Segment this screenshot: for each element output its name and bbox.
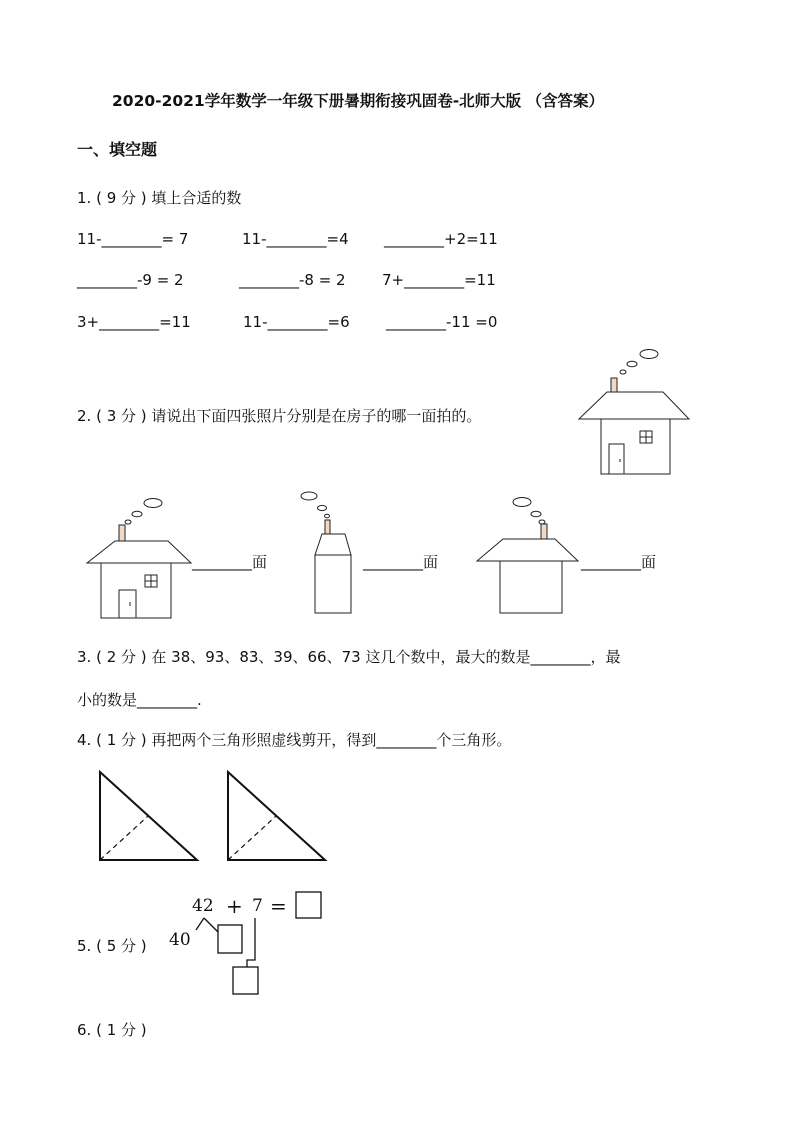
q4-heading: 4. ( 1 分 ) 再把两个三角形照虚线剪开，得到________个三角形。 (77, 731, 512, 749)
page-title: 2020-2021学年数学一年级下册暑期衔接巩固卷-北师大版 （含答案） (112, 92, 605, 110)
q5-decomposition-diagram (190, 890, 330, 1000)
q5-addend-7: 7 (252, 896, 263, 916)
house-reference-illustration (575, 345, 695, 480)
section-heading: 一、填空题 (77, 140, 158, 159)
q1-blank-r1c1[interactable]: 11-________= 7 (77, 230, 189, 248)
q5-split-40: 40 (169, 930, 191, 950)
house-front-door-view (85, 494, 200, 624)
triangles-figure (95, 770, 335, 870)
q2-blank-1[interactable]: ________面 (192, 553, 268, 571)
q1-blank-r1c2[interactable]: 11-________=4 (242, 230, 349, 248)
q5-heading: 5. ( 5 分 ) (77, 937, 147, 955)
q3-line1: 3. ( 2 分 ) 在 38、93、83、39、66、73 这几个数中，最大的数是________，最 (77, 648, 621, 666)
q1-blank-r3c3[interactable]: ________-11 =0 (386, 313, 498, 331)
q1-blank-r3c1[interactable]: 3+________=11 (77, 313, 191, 331)
q3-line2: 小的数是________. (77, 691, 202, 709)
q2-blank-2[interactable]: ________面 (363, 553, 439, 571)
q2-blank-3[interactable]: ________面 (581, 553, 657, 571)
house-side-view (296, 488, 356, 618)
q1-blank-r3c2[interactable]: 11-________=6 (243, 313, 350, 331)
q1-blank-r2c3[interactable]: 7+________=11 (382, 271, 496, 289)
q6-heading: 6. ( 1 分 ) (77, 1021, 147, 1039)
q1-heading: 1. ( 9 分 ) 填上合适的数 (77, 189, 242, 207)
q2-heading: 2. ( 3 分 ) 请说出下面四张照片分别是在房子的哪一面拍的。 (77, 407, 482, 425)
q5-equals-sign: = (270, 894, 287, 918)
q1-blank-r2c2[interactable]: ________-8 = 2 (239, 271, 346, 289)
q5-plus-sign: + (226, 894, 243, 918)
house-back-view (475, 494, 585, 619)
q5-addend-42: 42 (192, 896, 214, 916)
q1-blank-r2c1[interactable]: ________-9 = 2 (77, 271, 184, 289)
q1-blank-r1c3[interactable]: ________+2=11 (384, 230, 498, 248)
